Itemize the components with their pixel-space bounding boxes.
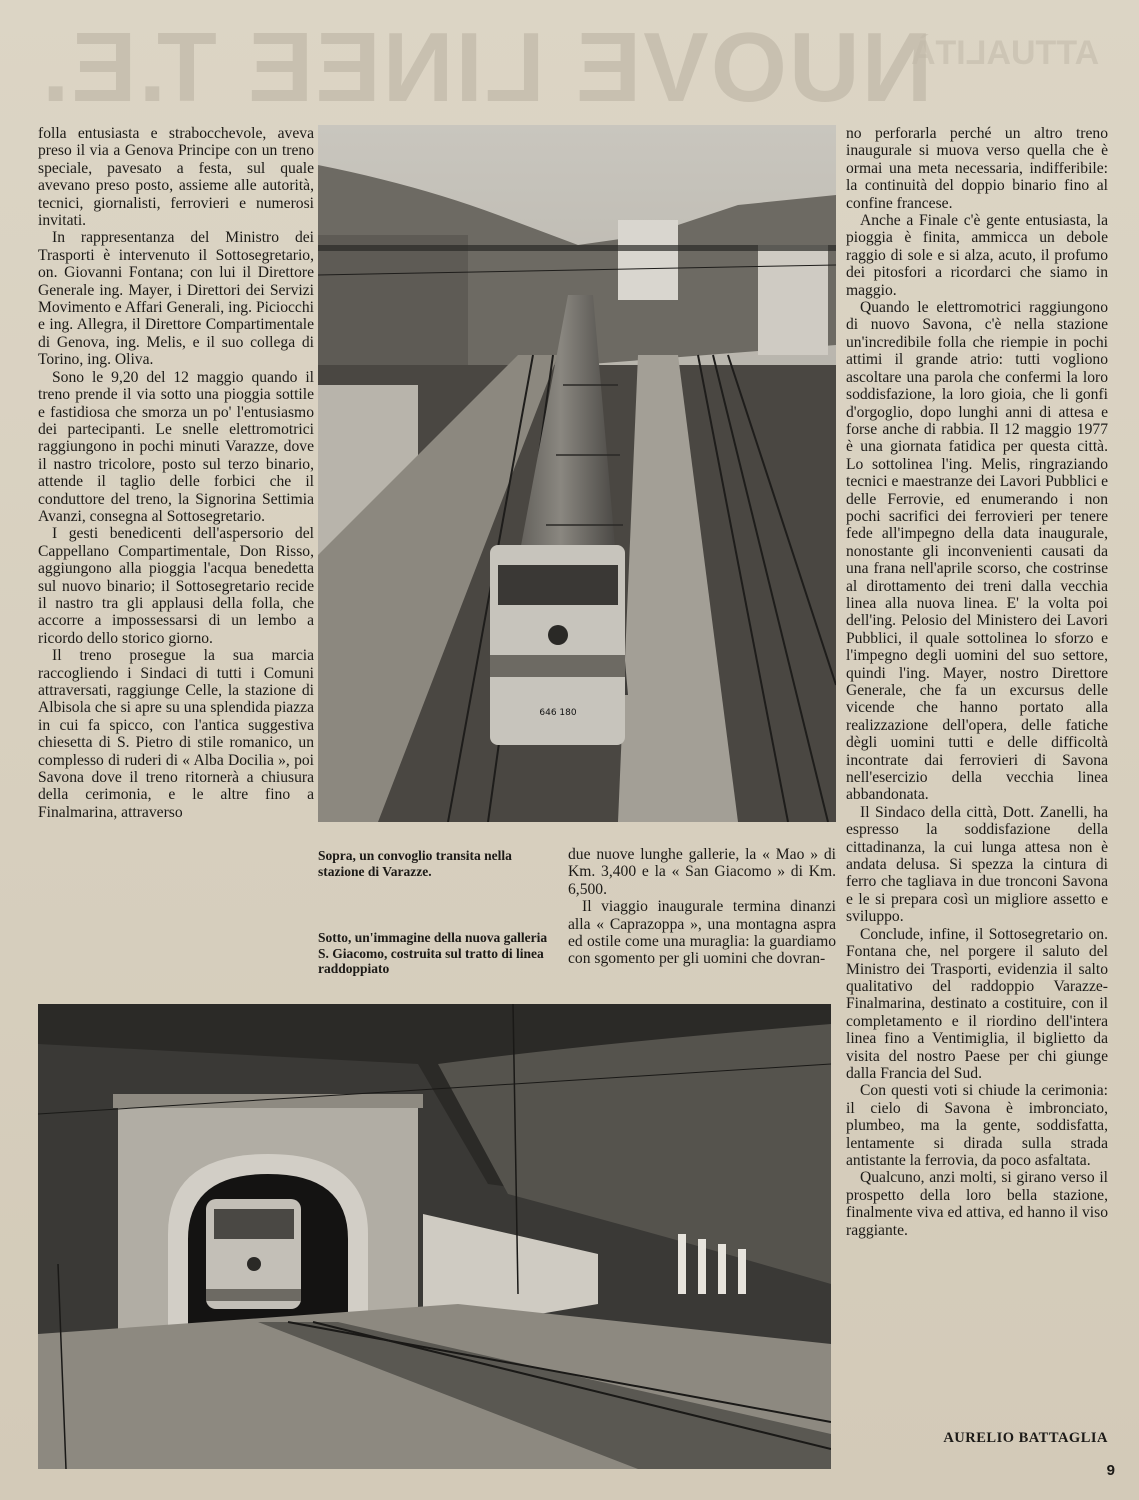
photo-caption-bottom: Sotto, un'immagine della nuova galleria S. Giacomo, costruita sul tratto di linea raddoppiato — [318, 930, 548, 976]
paragraph: Con questi voti si chiude la cerimonia: il cielo di Savona è imbronciato, plumbeo, ma la gente, soddisfatta, lentamente si dirada sulla strada antistante la ferrovia, da poco asfaltata. — [846, 1082, 1108, 1169]
paragraph: Il Sindaco della città, Dott. Zanelli, ha espresso la soddisfazione della cittadinanza, la cui lunga attesa non è andata delusa. Si spezza la cintura di ferro che tagliava in due tronconi Savona e le si prepara così un migliore assetto e sviluppo. — [846, 803, 1108, 926]
paragraph: Il treno prosegue la sua marcia raccogliendo i Sindaci di tutti i Comuni attraversati, raggiunge Celle, la stazione di Albisola che si apre su una splendida piazza in cui fa spicco, con l'antica suggestiva chiesetta di S. Pietro di stile romanico, un complesso di ruderi di « Alba Docilia », poi Savona dove il treno ritornerà a chiusura della cerimonia, e le altre fino a Finalmarina, attraverso — [38, 647, 314, 821]
tunnel-photo-graphic — [38, 1004, 831, 1469]
paragraph: Quando le elettromotrici raggiungono di nuovo Savona, c'è nella stazione un'incredibile folla che riempie in pochi attimi il grande atrio: tutti vogliono ascoltare una parola che confermi la loro soddisfazione, la loro gioia, che li gonfi d'orgoglio, dopo lunghi anni di attesa e forse anche di rabbia. Il 12 maggio 1977 è una giornata fatidica per questa città. Lo sottolinea l'ing. Melis, ringraziando tecnici e maestranze dei Lavori Pubblici e delle Ferrovie, ed enumerando i non pochi sacrifici dei ferrovieri per tenere fede all'impegno della data inaugurale, nonostante gli inconvenienti causati da una frana nell'aprile scorso, che costrinse al dirottamento dei treni dalla vecchia linea alla nuova linea. E' la volta poi dell'ing. Pelosio del Ministero dei Lavori Pubblici, il quale sottolinea lo sforzo e l'impegno degli uomini del suo settore, quindi l'ing. Mayer, nostro Direttore Generale, che fa un excursus delle vicende che hanno portato alla realizzazione dell'opera, delle fatiche dègli uomini tutti e delle difficoltà incontrate dai ferrovieri di Savona nell'esercizio della vecchia linea abbandonata. — [846, 299, 1108, 804]
article-column-right — [846, 125, 1108, 1239]
photo-varazze-station — [318, 125, 836, 822]
byline: AURELIO BATTAGLIA — [943, 1430, 1108, 1446]
photo-san-giacomo-tunnel — [38, 1004, 831, 1469]
article-column-left — [38, 125, 314, 821]
headline: NUOVE LINEE T.E. — [40, 11, 933, 122]
paragraph: due nuove lunghe gallerie, la « Mao » di Km. 3,400 e la « San Giacomo » di Km. 6,500. — [568, 846, 836, 898]
section-tag: ATTUALITÀ — [910, 33, 1100, 72]
paragraph: Sono le 9,20 del 12 maggio quando il treno prende il via sotto una pioggia sottile e fastidiosa che smorza un po' l'entusiasmo dei partecipanti. Le snelle elettromotrici raggiungono in pochi minuti Varazze, dove il nastro tricolore, posto sul terzo binario, attende il taglio delle forbici che il conduttore del treno, la Signorina Settimia Avanzi, consegna al Sottosegretario. — [38, 368, 314, 525]
paragraph: In rappresentanza del Ministro dei Trasporti è intervenuto il Sottosegretario, on. Giovanni Fontana; con lui il Direttore Generale ing. Mayer, i Direttori dei Servizi Movimento e Affari Generali, ing. Piciocchi e ing. Allegra, il Direttore Compartimentale di Genova, ing. Melis, e il suo collega di Torino, ing. Oliva. — [38, 229, 314, 369]
station-photo-graphic — [318, 125, 836, 822]
paragraph: no perforarla perché un altro treno inaugurale si muova verso quella che è ormai una meta necessaria, indifferibile: la continuità del doppio binario fino al confine francese. — [846, 125, 1108, 212]
page-number: 9 — [1106, 1462, 1115, 1479]
paragraph: I gesti benedicenti dell'aspersorio del Cappellano Compartimentale, Don Risso, aggiungono alla pioggia l'acqua benedetta sul nuovo binario; il Sottosegretario recide il nastro tra gli applausi della folla, che accorre a impossessarsi di un lembo a ricordo dello storico giorno. — [38, 525, 314, 647]
locomotive-number: 646 180 — [539, 708, 577, 718]
article-column-middle — [568, 846, 836, 968]
paragraph: Il viaggio inaugurale termina dinanzi alla « Caprazoppa », una montagna aspra ed ostile come una muraglia: la guardiamo con sgomento per gli uomini che dovran- — [568, 898, 836, 968]
paragraph: folla entusiasta e strabocchevole, aveva preso il via a Genova Principe con un treno speciale, pavesato a festa, sul quale avevano preso posto, assieme alle autorità, tecnici, giornalisti, ferrovieri e numerosi invitati. — [38, 125, 314, 230]
paragraph: Anche a Finale c'è gente entusiasta, la pioggia è finita, ammicca un debole raggio di sole e si alza, acuto, il profumo dei pitosfori a ricordarci che siamo in maggio. — [846, 212, 1108, 299]
photo-caption-top: Sopra, un convoglio transita nella stazione di Varazze. — [318, 848, 512, 879]
paragraph: Conclude, infine, il Sottosegretario on. Fontana che, nel porgere il saluto del Ministro dei Trasporti, evidenzia il salto qualitativo del raddoppio Varazze-Finalmarina, destinato a costituire, con il completamento e il riordino dell'intera linea fino a Ventimiglia, il biglietto da visita del nostro Paese per chi giunge dalla Francia del Sud. — [846, 925, 1108, 1082]
paragraph: Qualcuno, anzi molti, si girano verso il prospetto della loro bella stazione, finalmente viva ed attiva, ed hanno il viso raggiante. — [846, 1169, 1108, 1239]
